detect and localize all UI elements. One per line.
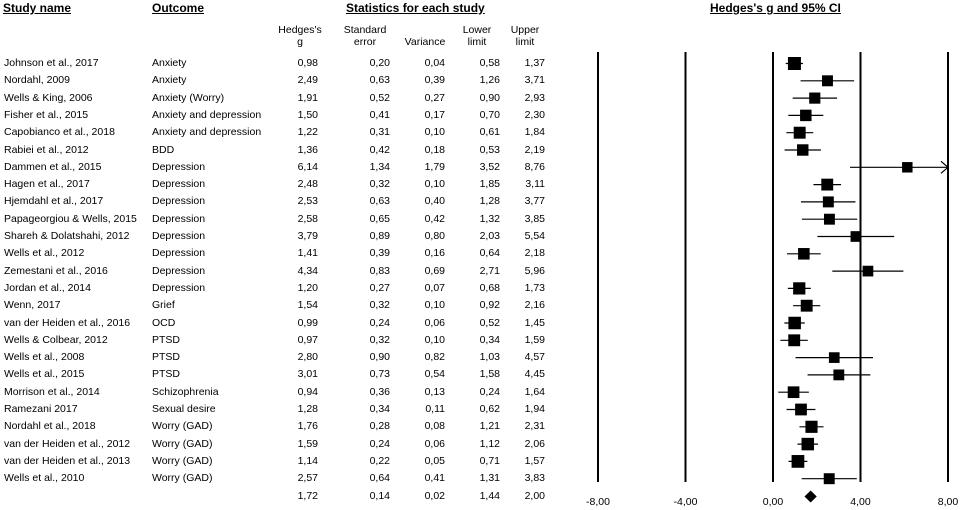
column-header-line1: Hedges's	[278, 24, 322, 36]
value-se: 0,32	[369, 333, 390, 346]
column-header-line1: Variance	[404, 36, 446, 48]
value-var: 0,08	[424, 420, 445, 433]
value-g: 1,76	[297, 420, 318, 433]
value-se: 0,42	[369, 143, 390, 156]
value-lo: 0,90	[479, 91, 500, 104]
effect-marker	[809, 93, 820, 104]
value-var: 0,11	[425, 403, 445, 415]
value-lo: 1,32	[479, 212, 500, 225]
value-g: 1,14	[297, 454, 318, 467]
study-outcome: BDD	[152, 143, 175, 156]
value-g: 1,28	[297, 403, 318, 415]
value-lo: 0,62	[479, 403, 500, 415]
effect-marker	[821, 179, 833, 191]
value-g: 0,98	[297, 57, 318, 69]
study-outcome: Worry (GAD)	[152, 437, 213, 450]
study-name: Wells et al., 2010	[4, 472, 85, 485]
value-lo: 0,52	[479, 316, 500, 329]
value-hi: 1,45	[524, 316, 545, 329]
x-tick-label: -4,00	[673, 496, 698, 508]
study-name-header: Study name	[3, 1, 72, 15]
study-name: Ramezani 2017	[4, 403, 78, 415]
value-se: 0,24	[369, 316, 390, 329]
value-hi: 3,71	[524, 74, 545, 87]
value-hi: 2,30	[524, 108, 545, 121]
value-lo: 0,24	[479, 385, 500, 398]
effect-marker	[788, 317, 801, 330]
value-var: 0,41	[424, 472, 445, 485]
study-name: Wenn, 2017	[4, 299, 61, 312]
value-var: 0,82	[424, 351, 445, 364]
value-var: 0,40	[424, 195, 445, 208]
study-name: Nordahl, 2009	[4, 74, 70, 87]
x-tick-label: 0,00	[762, 496, 784, 508]
study-outcome: OCD	[152, 316, 176, 329]
value-hi: 3,77	[524, 195, 545, 208]
study-outcome: Grief	[152, 299, 175, 312]
effect-marker	[851, 231, 862, 242]
value-lo: 1,58	[479, 368, 500, 381]
value-se: 1,34	[369, 160, 390, 173]
x-tick-label: 8,00	[937, 496, 959, 508]
effect-marker	[863, 266, 874, 277]
value-hi: 2,06	[524, 437, 545, 450]
value-hi: 1,94	[524, 403, 545, 415]
value-g: 0,97	[297, 333, 318, 346]
value-se: 0,22	[369, 454, 390, 467]
value-se: 0,27	[369, 281, 390, 294]
study-outcome: Anxiety and depression	[152, 108, 262, 121]
value-lo: 0,64	[479, 247, 500, 260]
value-hi: 3,85	[524, 212, 545, 225]
value-hi: 2,31	[524, 420, 545, 433]
value-lo: 2,71	[479, 264, 500, 277]
study-outcome: PTSD	[152, 351, 181, 364]
value-hi: 1,84	[524, 126, 545, 139]
value-var: 0,54	[424, 368, 445, 381]
effect-marker	[833, 369, 844, 380]
effect-marker	[795, 404, 807, 416]
value-var: 0,06	[424, 316, 445, 329]
value-g: 2,57	[297, 472, 318, 485]
value-g: 1,41	[297, 247, 318, 260]
study-name: Nordahl et al., 2018	[4, 420, 96, 433]
value-hi: 1,59	[524, 333, 545, 346]
study-outcome: PTSD	[152, 368, 181, 381]
value-se: 0,24	[369, 437, 390, 450]
study-outcome: Schizophrenia	[152, 385, 219, 398]
value-lo: 1,85	[479, 178, 500, 191]
value-var: 0,10	[424, 299, 445, 312]
value-g: 1,20	[297, 281, 318, 294]
value-hi: 5,96	[524, 264, 545, 277]
value-var: 0,10	[424, 178, 445, 191]
value-se: 0,41	[369, 108, 390, 121]
outcome-header: Outcome	[152, 1, 205, 15]
value-se: 0,28	[369, 420, 390, 433]
summary-value-lo: 1,44	[479, 489, 500, 502]
value-se: 0,63	[369, 195, 390, 208]
study-name: Wells & King, 2006	[4, 91, 93, 104]
study-name: Morrison et al., 2014	[4, 385, 100, 398]
value-se: 0,65	[369, 212, 390, 225]
effect-marker	[824, 214, 835, 225]
study-name: Capobianco et al., 2018	[4, 126, 115, 139]
study-name: van der Heiden et al., 2016	[4, 316, 131, 329]
value-g: 2,80	[297, 351, 318, 364]
study-outcome: Depression	[152, 195, 206, 208]
study-name: Fisher et al., 2015	[4, 108, 89, 121]
effect-marker	[788, 334, 800, 346]
value-lo: 0,92	[479, 299, 500, 312]
value-lo: 0,53	[479, 143, 500, 156]
study-outcome: Depression	[152, 247, 206, 260]
value-g: 3,01	[297, 368, 318, 381]
summary-value-se: 0,14	[369, 489, 390, 502]
value-g: 1,59	[297, 437, 318, 450]
study-outcome: Worry (GAD)	[152, 454, 213, 467]
study-name: Wells et al., 2012	[4, 247, 85, 260]
study-outcome: Depression	[152, 178, 206, 191]
effect-marker	[902, 162, 912, 172]
study-name: Johnson et al., 2017	[4, 57, 99, 69]
value-g: 4,34	[297, 264, 318, 277]
value-var: 0,69	[424, 264, 445, 277]
effect-marker	[797, 144, 808, 155]
effect-marker	[802, 438, 815, 451]
value-var: 0,39	[424, 74, 445, 87]
value-se: 0,63	[369, 74, 390, 87]
value-var: 0,17	[424, 108, 445, 121]
value-var: 0,06	[424, 437, 445, 450]
study-outcome: Depression	[152, 160, 206, 173]
study-outcome: Depression	[152, 264, 206, 277]
study-name: Rabiei et al., 2012	[4, 143, 89, 156]
value-g: 3,79	[297, 230, 318, 242]
study-outcome: Anxiety	[152, 57, 187, 69]
value-lo: 1,03	[479, 351, 500, 364]
value-lo: 1,28	[479, 195, 500, 208]
effect-marker	[793, 282, 805, 294]
value-hi: 8,76	[524, 160, 545, 173]
value-var: 0,16	[424, 247, 445, 260]
value-var: 0,18	[424, 143, 445, 156]
statistics-header: Statistics for each study	[346, 1, 485, 15]
study-outcome: Worry (GAD)	[152, 472, 213, 485]
effect-marker	[801, 300, 813, 312]
value-hi: 1,73	[524, 281, 545, 294]
value-se: 0,89	[369, 230, 390, 242]
study-name: Papageorgiou & Wells, 2015	[4, 212, 137, 225]
value-var: 0,07	[424, 281, 445, 294]
value-hi: 4,57	[524, 351, 545, 364]
value-g: 2,48	[297, 178, 318, 191]
value-se: 0,31	[369, 126, 390, 139]
summary-value-hi: 2,00	[524, 489, 545, 502]
value-g: 2,53	[297, 195, 318, 208]
value-hi: 3,83	[524, 472, 545, 485]
effect-marker	[805, 421, 817, 433]
study-outcome: Depression	[152, 230, 206, 242]
value-g: 2,58	[297, 212, 318, 225]
value-var: 0,10	[424, 333, 445, 346]
value-hi: 1,64	[524, 385, 545, 398]
x-tick-label: -8,00	[586, 496, 610, 508]
plot-header: Hedges's g and 95% CI	[710, 1, 841, 15]
column-header-line2: error	[353, 36, 377, 48]
value-se: 0,52	[369, 91, 390, 104]
study-name: van der Heiden et al., 2013	[4, 454, 131, 467]
value-g: 6,14	[297, 160, 318, 173]
value-var: 0,42	[424, 212, 445, 225]
value-g: 1,22	[297, 126, 318, 139]
study-name: Wells et al., 2015	[4, 368, 85, 381]
study-name: van der Heiden et al., 2012	[4, 437, 131, 450]
value-hi: 5,54	[524, 230, 545, 242]
effect-marker	[800, 110, 811, 121]
effect-marker	[788, 386, 800, 398]
summary-value-var: 0,02	[424, 489, 445, 502]
value-se: 0,64	[369, 472, 390, 485]
column-header-line2: limit	[467, 36, 487, 48]
study-outcome: Sexual desire	[152, 403, 216, 415]
value-g: 1,50	[297, 108, 318, 121]
value-lo: 1,26	[479, 74, 500, 87]
value-lo: 0,68	[479, 281, 500, 294]
value-var: 0,80	[424, 230, 445, 242]
study-name: Dammen et al., 2015	[4, 160, 102, 173]
value-hi: 4,45	[524, 368, 545, 381]
value-hi: 2,93	[524, 91, 545, 104]
column-header-line1: Standard	[343, 24, 387, 36]
study-name: Wells & Colbear, 2012	[4, 333, 108, 346]
effect-marker	[798, 248, 810, 260]
value-lo: 0,70	[479, 108, 500, 121]
value-hi: 2,18	[524, 247, 545, 260]
value-g: 1,54	[297, 299, 318, 312]
study-outcome: PTSD	[152, 333, 181, 346]
value-hi: 1,57	[524, 454, 545, 467]
effect-marker	[788, 57, 801, 70]
value-hi: 1,37	[524, 57, 545, 69]
value-se: 0,36	[369, 385, 390, 398]
study-name: Hagen et al., 2017	[4, 178, 90, 191]
study-outcome: Anxiety	[152, 74, 187, 87]
value-se: 0,90	[369, 351, 390, 364]
study-name: Jordan et al., 2014	[4, 281, 91, 294]
value-hi: 2,19	[524, 143, 545, 156]
value-lo: 2,03	[479, 230, 500, 242]
summary-value-g: 1,72	[297, 489, 318, 502]
value-lo: 0,61	[479, 126, 500, 139]
summary-diamond	[805, 491, 817, 503]
value-se: 0,32	[369, 178, 390, 191]
value-g: 0,99	[297, 316, 318, 329]
effect-marker	[794, 127, 806, 139]
value-se: 0,32	[369, 299, 390, 312]
value-lo: 3,52	[479, 160, 500, 173]
value-hi: 2,16	[524, 299, 545, 312]
study-name: Shareh & Dolatshahi, 2012	[4, 230, 130, 242]
study-outcome: Worry (GAD)	[152, 420, 213, 433]
column-header-line2: limit	[515, 36, 535, 48]
study-outcome: Anxiety (Worry)	[152, 91, 225, 104]
column-header-line2: g	[297, 36, 303, 48]
effect-marker	[792, 455, 805, 468]
effect-marker	[823, 196, 834, 207]
study-name: Wells et al., 2008	[4, 351, 85, 364]
value-g: 1,36	[297, 143, 318, 156]
value-g: 0,94	[297, 385, 318, 398]
study-outcome: Depression	[152, 281, 206, 294]
value-g: 1,91	[297, 91, 318, 104]
value-lo: 1,21	[479, 420, 500, 433]
value-se: 0,34	[369, 403, 390, 415]
value-var: 0,04	[424, 57, 445, 69]
effect-marker	[829, 352, 840, 363]
value-var: 0,05	[424, 454, 445, 467]
study-name: Hjemdahl et al., 2017	[4, 195, 104, 208]
value-var: 1,79	[424, 160, 445, 173]
value-se: 0,20	[369, 57, 390, 69]
study-outcome: Depression	[152, 212, 206, 225]
value-se: 0,39	[369, 247, 390, 260]
value-lo: 0,58	[479, 57, 500, 69]
value-hi: 3,11	[525, 178, 545, 191]
value-se: 0,83	[369, 264, 390, 277]
value-lo: 1,31	[479, 472, 500, 485]
column-header-line1: Lower	[462, 24, 492, 36]
value-lo: 0,34	[479, 333, 500, 346]
value-var: 0,27	[424, 91, 445, 104]
study-name: Zemestani et al., 2016	[4, 264, 108, 277]
effect-marker	[824, 473, 835, 484]
value-var: 0,13	[424, 385, 445, 398]
value-se: 0,73	[369, 368, 390, 381]
value-g: 2,49	[297, 74, 318, 87]
effect-marker	[822, 75, 833, 86]
value-lo: 0,71	[479, 454, 500, 467]
value-var: 0,10	[424, 126, 445, 139]
column-header-line1: Upper	[510, 24, 540, 36]
value-lo: 1,12	[479, 437, 500, 450]
study-outcome: Anxiety and depression	[152, 126, 262, 139]
x-tick-label: 4,00	[850, 496, 871, 508]
